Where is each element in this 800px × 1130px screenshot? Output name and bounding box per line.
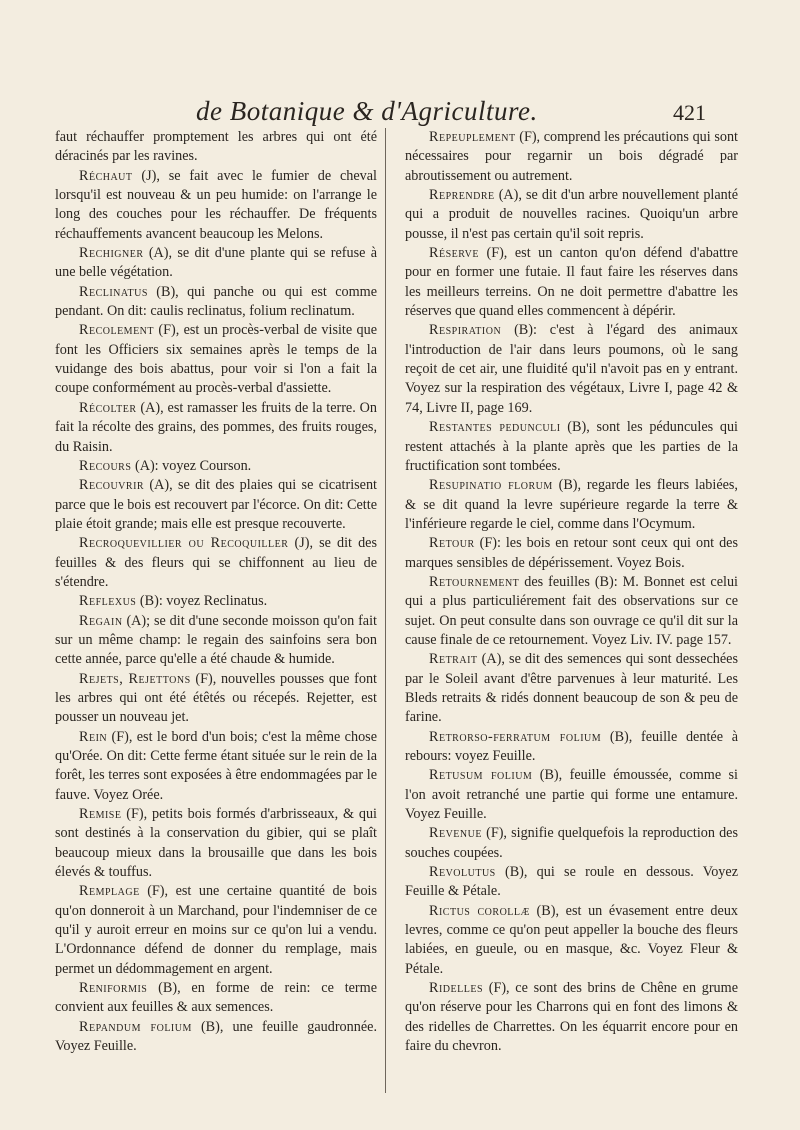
dictionary-entry bbox=[405, 128, 738, 186]
entry-text: (B), une feuille gaudronnée. Voyez Feuille. bbox=[55, 1018, 377, 1055]
dictionary-entry bbox=[55, 1018, 377, 1057]
entry-headword: Retournement bbox=[429, 573, 520, 590]
entry-headword: Regain bbox=[79, 612, 123, 629]
dictionary-entry bbox=[405, 979, 738, 1056]
entry-headword: Retusum folium bbox=[429, 767, 533, 784]
entry-headword: Reprendre bbox=[429, 187, 495, 204]
entry-headword: Rein bbox=[79, 728, 108, 745]
entry-text: (J), se fait avec le fumier de cheval lorsqu'il est nouveau & un peu humide: on l'arrange le long des couches pour les réchauffer. De fréquents réchauffements avancent beaucoup les Melons. bbox=[55, 167, 377, 242]
entry-text: (B), sont les péduncules qui restent attachés à la plante après que les parties de la fructification sont tombées. bbox=[405, 419, 739, 474]
running-title: de Botanique & d'Agriculture. bbox=[196, 96, 538, 126]
dictionary-entry bbox=[405, 418, 738, 476]
entry-text: (F), nouvelles pousses que font les arbres qui ont été étêtés ou récepés. Rejetter, est pousser un nouveau jet. bbox=[55, 670, 377, 726]
dictionary-entry bbox=[405, 824, 738, 863]
entry-text: (F), est un procès-verbal de visite que font les Officiers six semaines après le temps de la vuidange des bois abattus, pour voir si l'on a fait la coupe conformément au procès-verbal d'assiette. bbox=[55, 322, 377, 397]
dictionary-entry bbox=[405, 573, 738, 650]
entry-headword: Rejets, Rejettons bbox=[79, 670, 191, 687]
dictionary-entry bbox=[405, 728, 738, 767]
entry-text: (B), feuille émoussée, comme si l'on avoit retranché une partie qui forme une entamure. Voyez Feuille. bbox=[405, 767, 738, 823]
entry-headword: Revolutus bbox=[429, 864, 496, 881]
entry-headword: Resupinatio florum bbox=[429, 477, 553, 494]
entry-headword: Retrait bbox=[429, 651, 478, 668]
entry-headword: Recouvrir bbox=[79, 477, 145, 494]
entry-text: (B), en forme de rein: ce terme convient aux feuilles & aux semences. bbox=[55, 980, 377, 1016]
entry-text: (F), ce sont des brins de Chêne en grume qu'on réserve pour les Charrons qui en font des limons & des ridelles de Charrettes. On les équarrit encore pour en faire du chevron. bbox=[405, 980, 738, 1055]
entry-headword: Reclinatus bbox=[79, 283, 148, 300]
dictionary-entry bbox=[405, 321, 738, 418]
entry-text: (A): voyez Courson. bbox=[131, 457, 252, 474]
dictionary-entry bbox=[55, 728, 377, 805]
entry-headword: Rictus corollæ bbox=[429, 902, 530, 919]
dictionary-entry bbox=[55, 612, 377, 670]
entry-text: (B), est un évasement entre deux levres, comme ce qu'on peut appeller la bouche des fleurs labiées, en gueule, ou en masque, &c. Voyez Fleur & Pétale. bbox=[405, 902, 739, 977]
entry-text: (B), feuille dentée à rebours: voyez Feuille. bbox=[405, 728, 738, 764]
dictionary-entry bbox=[55, 670, 377, 728]
dictionary-entry bbox=[405, 534, 738, 573]
entry-headword: Respiration bbox=[429, 322, 502, 339]
entry-text: (B), regarde les fleurs labiées, & se dit quand la levre supérieure regarde la terre & l'inférieure regarde le ciel, comme dans l'Ocymum. bbox=[405, 477, 738, 532]
entry-text: (B), qui panche ou qui est comme pendant. On dit: caulis reclinatus, folium reclinatum. bbox=[55, 283, 377, 320]
entry-headword: Recolement bbox=[79, 322, 155, 339]
dictionary-entry bbox=[405, 186, 738, 244]
entry-headword: Réserve bbox=[429, 245, 479, 262]
dictionary-entry bbox=[55, 592, 377, 611]
dictionary-entry bbox=[55, 534, 377, 592]
dictionary-entry bbox=[55, 979, 377, 1018]
entry-text: (A); se dit d'une seconde moisson qu'on fait sur un même champ: le regain des sainfoins sera bon cette année, parce qu'elle a été chaude & humide. bbox=[55, 612, 377, 668]
entry-headword: Repandum folium bbox=[79, 1018, 192, 1035]
column-divider bbox=[385, 128, 386, 1093]
entry-text: (J), se dit des feuilles & des fleurs qui se chiffonnent au lieu de s'étendre. bbox=[55, 535, 377, 590]
entry-text: (B): voyez Reclinatus. bbox=[136, 593, 268, 610]
entry-text: (A), se dit des plaies qui se cicatrisent parce que le bois est recouvert par l'écorce. On dit: Cette plaie étoit grande; mais elle est presque recouverte. bbox=[55, 477, 377, 532]
entry-text: faut réchauffer promptement les arbres qui ont été déracinés par les ravines. bbox=[55, 129, 377, 165]
entry-headword: Retour bbox=[429, 535, 475, 552]
dictionary-entry bbox=[405, 244, 738, 321]
entry-text: (F), est une certaine quantité de bois qu'on donneroit à un Marchand, pour l'indemniser de ce qu'il y auroit erreur en moins sur ce qu'on lui a vendu. L'Ordonnance défend de donner du remplage, mais permet un dédommagement en argent. bbox=[55, 883, 377, 977]
entry-text: (B): c'est à l'égard des animaux l'introduction de l'air dans leurs poumons, où le sang reçoit de cet air, une fluidité qu'il n'avoit pas en y entrant. Voyez sur la respiration des végétaux, Livre I, page 42 & 74, Livre II, page 169. bbox=[405, 322, 738, 416]
dictionary-entry bbox=[55, 283, 377, 322]
entry-text: (F), est un canton qu'on défend d'abattre pour en former une futaie. Il faut faire les réserves dans les meilleurs terreins. On ne doit permettre d'abattre les réserves que quand elles commencent à dépérir. bbox=[405, 245, 738, 320]
entry-text: (F), petits bois formés d'arbrisseaux, & qui sont destinés à la conservation du gibier, qui se plaît beaucoup mieux dans la brousaille que dans les bois élevés & touffus. bbox=[55, 806, 377, 881]
dictionary-entry bbox=[55, 244, 377, 283]
entry-text: (F): les bois en retour sont ceux qui ont des marques sensibles de dépérissement. Voyez Bois. bbox=[405, 535, 738, 571]
entry-headword: Ridelles bbox=[429, 980, 484, 997]
entry-headword: Recroquevillier ou Recoquiller bbox=[79, 535, 289, 552]
entry-headword: Remplage bbox=[79, 883, 140, 900]
entry-text: (B), qui se roule en dessous. Voyez Feuille & Pétale. bbox=[405, 864, 738, 900]
dictionary-entry bbox=[55, 321, 377, 398]
entry-headword: Repeuplement bbox=[429, 129, 516, 145]
entry-headword: Revenue bbox=[429, 825, 482, 842]
entry-text: (F), est le bord d'un bois; c'est la même chose qu'Orée. On dit: Cette ferme étant située sur le rein de la forêt, les terres sont exposées à être endommagées par le fauve. Voyez Orée. bbox=[55, 728, 377, 803]
entry-text: (F), signifie quelquefois la reproduction des souches coupées. bbox=[405, 825, 738, 861]
entry-headword: Recours bbox=[79, 457, 132, 474]
dictionary-entry bbox=[405, 766, 738, 824]
dictionary-entry bbox=[55, 128, 377, 167]
dictionary-entry bbox=[55, 882, 377, 979]
dictionary-entry bbox=[405, 476, 738, 534]
entry-text: (A), se dit d'un arbre nouvellement planté qui a produit de nouvelles racines. Quoiqu'un arbre pousse, il n'est pas certain qu'il soit repris. bbox=[405, 187, 738, 242]
entry-headword: Retrorso-ferratum folium bbox=[429, 728, 602, 745]
right-column bbox=[405, 128, 738, 1057]
entry-text: des feuilles (B): M. Bonnet est celui qui a plus particuliérement fait des observations sur ce sujet. On peut consulte dans son ouvrage ce qu'il dit sur la cause finale de ce retournement. Voyez Liv. IV. page 157. bbox=[405, 573, 738, 648]
dictionary-entry bbox=[55, 399, 377, 457]
entry-headword: Reniformis bbox=[79, 980, 148, 997]
left-column bbox=[55, 128, 377, 1057]
entry-text: (A), se dit d'une plante qui se refuse à une belle végétation. bbox=[55, 245, 377, 281]
dictionary-entry bbox=[405, 902, 738, 979]
entry-text: (A), est ramasser les fruits de la terre. On fait la récolte des grains, des pommes, des fruits rouges, du Raisin. bbox=[55, 399, 377, 455]
entry-headword: Rechigner bbox=[79, 245, 144, 262]
dictionary-entry bbox=[405, 863, 738, 902]
dictionary-entry bbox=[55, 457, 377, 476]
entry-headword: Réchaut bbox=[79, 167, 133, 184]
entry-headword: Récolter bbox=[79, 399, 137, 416]
dictionary-entry bbox=[55, 476, 377, 534]
entry-headword: Restantes pedunculi bbox=[429, 419, 561, 436]
dictionary-entry bbox=[55, 805, 377, 882]
entry-headword: Remise bbox=[79, 806, 122, 823]
dictionary-entry bbox=[405, 650, 738, 727]
entry-headword: Reflexus bbox=[79, 593, 137, 610]
entry-text: (A), se dit des semences qui sont dessechées par le Soleil avant d'être parvenues à leur maturité. Les Bleds retraits & ridés donnent beaucoup de son & peu de farine. bbox=[405, 651, 738, 726]
page-number: 421 bbox=[673, 100, 706, 125]
dictionary-entry bbox=[55, 167, 377, 244]
page-header bbox=[196, 96, 706, 132]
entry-text: (F), comprend les précautions qui sont nécessaires pour regarnir un bois dégradé par abroutissement ou autrement. bbox=[405, 129, 738, 184]
